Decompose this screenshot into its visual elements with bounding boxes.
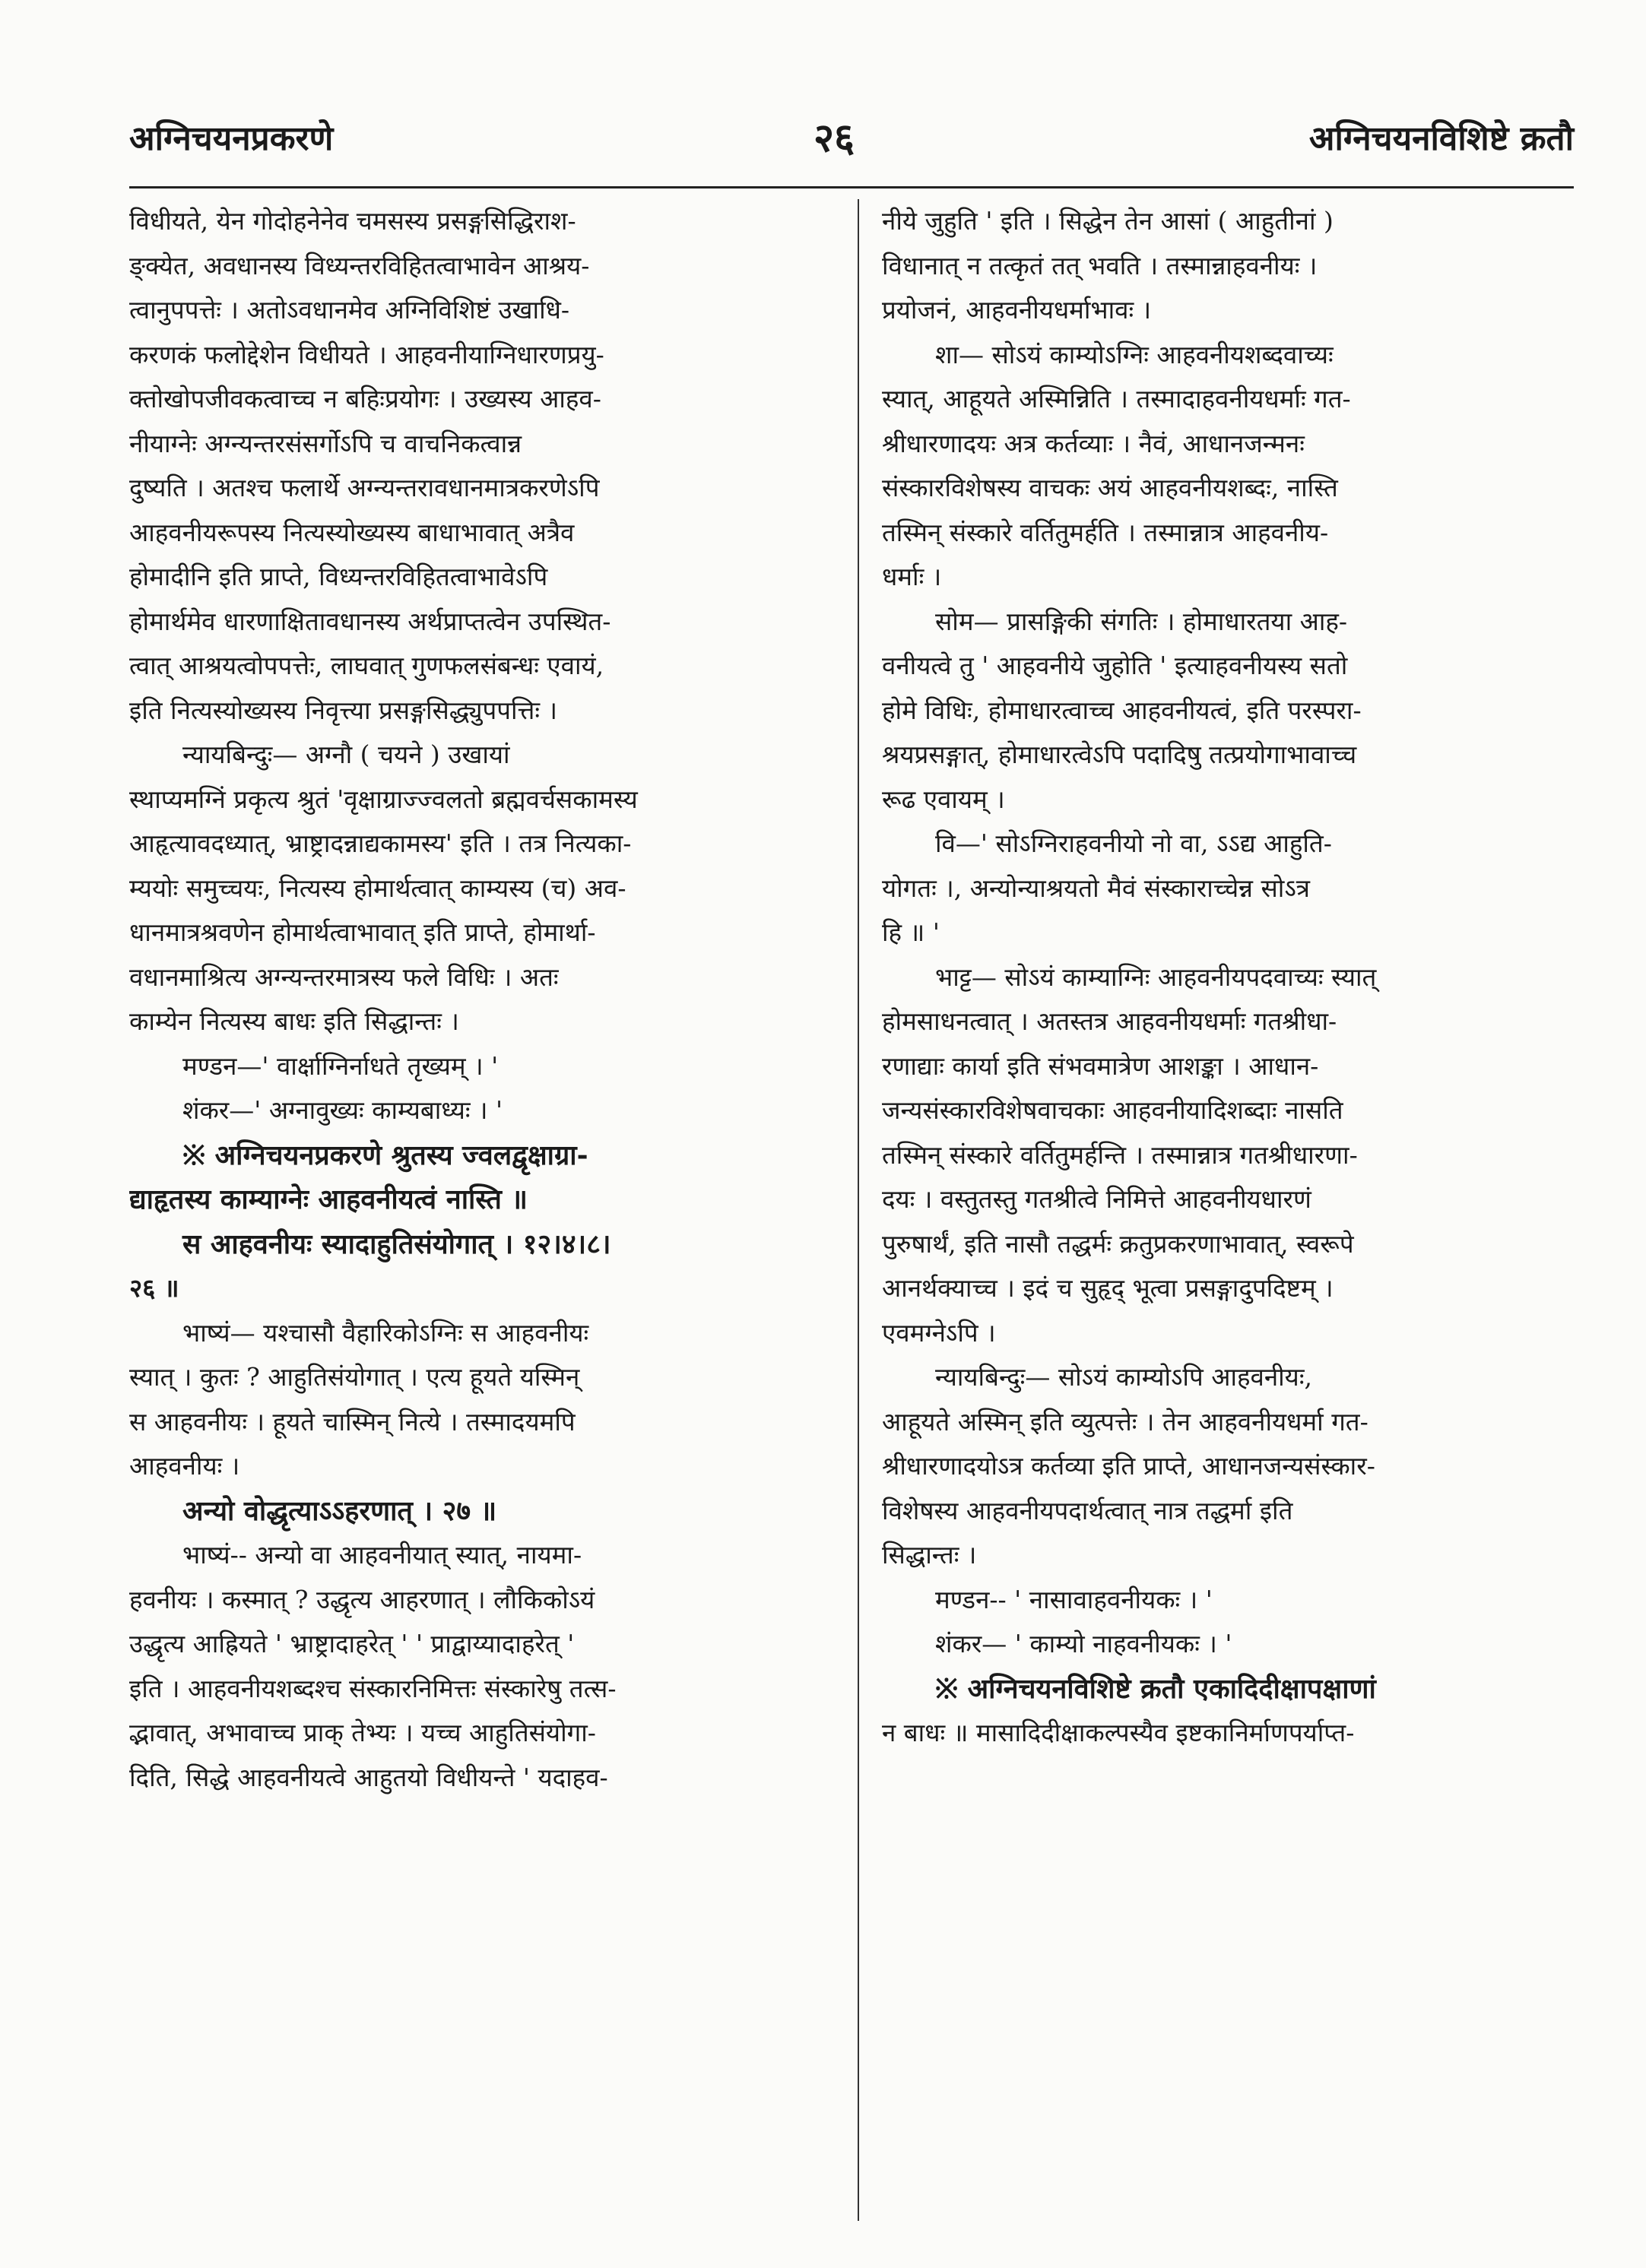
text-line: आहूयते अस्मिन् इति व्युत्पत्तेः । तेन आहवनीयधर्मा गत- bbox=[882, 1406, 1368, 1437]
text-line: नीये जुहुति ' इति । सिद्धेन तेन आसां ( आहुतीनां ) bbox=[882, 206, 1334, 236]
text-line: नीयाग्नेः अग्न्यन्तरसंसर्गोऽपि च वाचनिकत्वान्न bbox=[129, 428, 522, 458]
text-line: धर्माः । bbox=[882, 562, 942, 591]
text-line: धानमात्रश्रवणेन होमार्थत्वाभावात् इति प्राप्ते, होमार्था- bbox=[129, 917, 596, 947]
text-line: ङ्क्येत, अवधानस्य विध्यन्तरविहितत्वाभावेन आश्रय- bbox=[129, 250, 590, 280]
text-line: होमादीनि इति प्राप्ते, विध्यन्तरविहितत्वाभावेऽपि bbox=[129, 562, 548, 591]
sutra-line: २६ ॥ bbox=[129, 1273, 179, 1303]
left-column bbox=[129, 199, 829, 1800]
text-line: पुरुषार्थं, इति नासौ तद्धर्मः क्रतुप्रकरणाभावात्, स्वरूपे bbox=[882, 1228, 1354, 1259]
text-line: प्रयोजनं, आहवनीयधर्माभावः । bbox=[882, 295, 1152, 325]
text-line: द्भावात्, अभावाच्च प्राक् तेभ्यः । यच्च आहुतिसंयोगा- bbox=[129, 1718, 596, 1747]
text-line: श्रीधारणादयः अत्र कर्तव्याः । नैवं, आधानजन्मनः bbox=[882, 428, 1305, 458]
text-line: तस्मिन् संस्कारे वर्तितुमर्हति । तस्मान्नात्र आहवनीय- bbox=[882, 517, 1329, 547]
text-line: शा— सोऽयं काम्योऽग्निः आहवनीयशब्दवाच्यः bbox=[935, 339, 1334, 369]
column-divider bbox=[858, 199, 859, 2221]
text-line: दिति, सिद्धे आहवनीयत्वे आहुतयो विधीयन्ते ' यदाहव- bbox=[129, 1762, 608, 1792]
text-line: भाट्ट— सोऽयं काम्याग्निः आहवनीयपदवाच्यः स्यात् bbox=[935, 961, 1377, 992]
text-line: वि—' सोऽग्निराहवनीयो नो वा, ऽऽद्य आहुति- bbox=[935, 828, 1332, 858]
text-line: तस्मिन् संस्कारे वर्तितुमर्हन्ति । तस्मान्नात्र गतश्रीधारणा- bbox=[882, 1139, 1358, 1170]
text-line: हवनीयः । कस्मात् ? उद्धृत्य आहरणात् । लौकिकोऽयं bbox=[129, 1584, 595, 1614]
text-line: न्यायबिन्दुः— सोऽयं काम्योऽपि आहवनीयः, bbox=[935, 1362, 1312, 1392]
text-line: भाष्यं-- अन्यो वा आहवनीयात् स्यात्, नायमा- bbox=[182, 1540, 582, 1570]
text-line: क्तोखोपजीवकत्वाच्च न बहिःप्रयोगः । उख्यस्य आहव- bbox=[129, 384, 601, 413]
sutra-line: अन्यो वोद्धृत्याऽऽहरणात् । २७ ॥ bbox=[182, 1494, 497, 1527]
text-line: जन्यसंस्कारविशेषवाचकाः आहवनीयादिशब्दाः नासति bbox=[882, 1095, 1343, 1125]
section-heading: ※ अग्निचयनप्रकरणे श्रुतस्य ज्वलद्वृक्षाग्रा- bbox=[182, 1139, 588, 1171]
section-heading: ※ अग्निचयनविशिष्टे क्रतौ एकादिदीक्षापक्षाणां bbox=[935, 1672, 1376, 1705]
text-line: आनर्थक्याच्च । इदं च सुहृद् भूत्वा प्रसङ्गादुपदिष्टम् । bbox=[882, 1273, 1334, 1303]
text-line: होमे विधिः, होमाधारत्वाच्च आहवनीयत्वं, इति परस्परा- bbox=[882, 695, 1362, 725]
text-line: रणाद्याः कार्या इति संभवमात्रेण आशङ्का । आधान- bbox=[882, 1050, 1319, 1081]
running-head-left: अग्निचयनप्रकरणे bbox=[129, 119, 334, 158]
text-line: शंकर— ' काम्यो नाहवनीयकः । ' bbox=[935, 1629, 1232, 1658]
text-line: विधीयते, येन गोदोहनेनेव चमसस्य प्रसङ्गसिद्धिराश- bbox=[129, 206, 576, 236]
text-line: मण्डन—' वार्क्षाग्निर्नाधते तृख्यम् । ' bbox=[182, 1050, 499, 1081]
text-line: त्वानुपपत्तेः । अतोऽवधानमेव अग्निविशिष्टं उखाधि- bbox=[129, 295, 570, 325]
text-line: इति नित्यस्योख्यस्य निवृत्त्या प्रसङ्गसिद्ध्युपपत्तिः । bbox=[129, 695, 557, 725]
text-line: न्यायबिन्दुः— अग्नौ ( चयने ) उखायां bbox=[182, 740, 510, 769]
text-line: श्रयप्रसङ्गात्, होमाधारत्वेऽपि पदादिषु तत्प्रयोगाभावाच्च bbox=[882, 740, 1357, 769]
text-line: दयः । वस्तुतस्तु गतश्रीत्वे निमित्ते आहवनीयधारणं bbox=[882, 1184, 1311, 1214]
text-line: न बाधः ॥ मासादिदीक्षाकल्पस्यैव इष्टकानिर्माणपर्याप्त- bbox=[882, 1718, 1355, 1747]
text-line: स्यात् । कुतः ? आहुतिसंयोगात् । एत्य हूयते यस्मिन् bbox=[129, 1362, 580, 1392]
text-line: करणकं फलोद्देशेन विधीयते । आहवनीयाग्निधारणप्रयु- bbox=[129, 339, 604, 369]
text-line: विशेषस्य आहवनीयपदार्थत्वात् नात्र तद्धर्मा इति bbox=[882, 1495, 1293, 1525]
text-line: मण्डन-- ' नासावाहवनीयकः । ' bbox=[935, 1584, 1213, 1614]
text-line: होमसाधनत्वात् । अतस्तत्र आहवनीयधर्माः गतश्रीधा- bbox=[882, 1006, 1337, 1036]
text-line: विधानात् न तत्कृतं तत् भवति । तस्मान्नाहवनीयः । bbox=[882, 250, 1318, 280]
header-rule bbox=[129, 186, 1574, 188]
text-line: दुष्यति । अतश्च फलार्थे अग्न्यन्तरावधानमात्रकरणेऽपि bbox=[129, 473, 600, 502]
page-number: २६ bbox=[813, 116, 855, 161]
running-head-right: अग्निचयनविशिष्टे क्रतौ bbox=[1308, 119, 1574, 158]
text-line: सिद्धान्तः । bbox=[882, 1540, 977, 1570]
text-line: शंकर—' अग्नावुख्यः काम्यबाध्यः । ' bbox=[182, 1095, 503, 1125]
text-line: एवमग्नेऽपि । bbox=[882, 1317, 996, 1348]
text-line: श्रीधारणादयोऽत्र कर्तव्या इति प्राप्ते, आधानजन्यसंस्कार- bbox=[882, 1451, 1375, 1481]
text-line: इति । आहवनीयशब्दश्च संस्कारनिमित्तः संस्कारेषु तत्स- bbox=[129, 1673, 617, 1703]
text-line: वनीयत्वे तु ' आहवनीये जुहोति ' इत्याहवनीयस्य सतो bbox=[882, 651, 1348, 680]
text-line: होमार्थमेव धारणाक्षितावधानस्य अर्थप्राप्तत्वेन उपस्थित- bbox=[129, 606, 611, 636]
text-line: उद्धृत्य आह्रियते ' भ्राष्ट्रादाहरेत् ' ' प्राद्वाय्यादाहरेत् ' bbox=[129, 1629, 575, 1658]
text-line: संस्कारविशेषस्य वाचकः अयं आहवनीयशब्दः, नास्ति bbox=[882, 473, 1338, 502]
page-header bbox=[129, 114, 1574, 175]
text-line: भाष्यं— यश्चासौ वैहारिकोऽग्निः स आहवनीयः bbox=[182, 1317, 589, 1348]
text-line: आहवनीयः । bbox=[129, 1451, 240, 1481]
sutra-line: स आहवनीयः स्यादाहुतिसंयोगात् । १२।४।८। bbox=[182, 1227, 611, 1260]
text-line: काम्येन नित्यस्य बाधः इति सिद्धान्तः । bbox=[129, 1006, 459, 1036]
text-line: स्थाप्यमग्निं प्रकृत्य श्रुतं 'वृक्षाग्राज्ज्वलतो ब्रह्मवर्चसकामस्य bbox=[129, 784, 638, 814]
text-line: योगतः ।, अन्योन्याश्रयतो मैवं संस्काराच्चेन्न सोऽत्र bbox=[882, 873, 1310, 903]
text-line: आहृत्यावदध्यात्, भ्राष्ट्रादन्नाद्यकामस्य' इति । तत्र नित्यका- bbox=[129, 828, 632, 858]
right-column bbox=[882, 199, 1574, 1756]
text-line: म्ययोः समुच्चयः, नित्यस्य होमार्थत्वात् काम्यस्य (च) अव- bbox=[129, 873, 626, 903]
section-heading: द्याहृतस्य काम्याग्नेः आहवनीयत्वं नास्ति ॥ bbox=[129, 1183, 528, 1215]
text-line: स आहवनीयः । हूयते चास्मिन् नित्ये । तस्मादयमपि bbox=[129, 1406, 576, 1437]
text-line: वधानमाश्रित्य अग्न्यन्तरमात्रस्य फले विधिः । अतः bbox=[129, 961, 559, 992]
text-line: सोम— प्रासङ्गिकी संगतिः । होमाधारतया आह- bbox=[935, 606, 1347, 636]
text-line: आहवनीयरूपस्य नित्यस्योख्यस्य बाधाभावात् अत्रैव bbox=[129, 517, 575, 547]
text-line: स्यात्, आहूयते अस्मिन्निति । तस्मादाहवनीयधर्माः गत- bbox=[882, 384, 1351, 413]
text-line: हि ॥ ' bbox=[882, 917, 940, 947]
text-line: त्वात् आश्रयत्वोपपत्तेः, लाघवात् गुणफलसंबन्धः एवायं, bbox=[129, 651, 604, 680]
text-line: रूढ एवायम् । bbox=[882, 784, 1005, 814]
